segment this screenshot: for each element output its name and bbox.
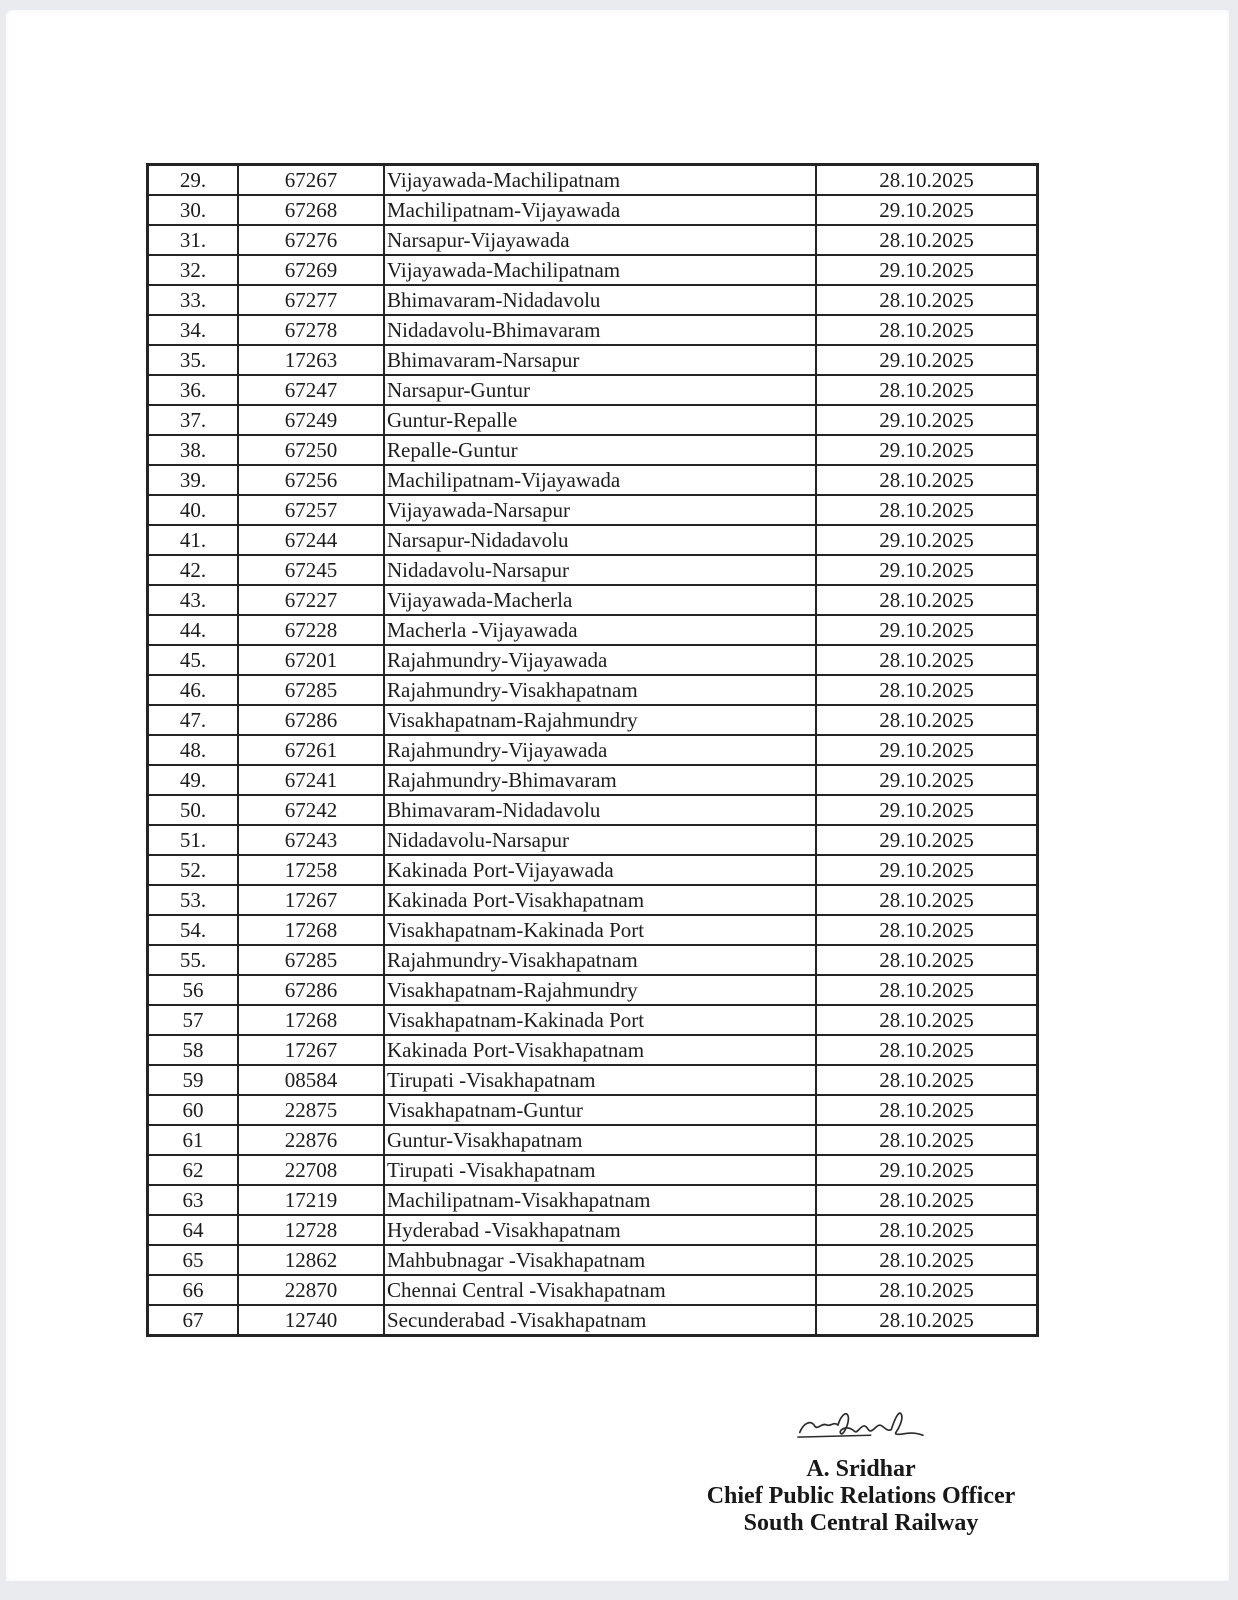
serial-no-cell: 59: [148, 1065, 239, 1095]
date-cell: 28.10.2025: [816, 1185, 1038, 1215]
train-no-cell: 67268: [238, 195, 384, 225]
cancelled-trains-table-body: [148, 165, 1038, 1336]
route-cell: Visakhapatnam-Kakinada Port: [384, 1005, 816, 1035]
route-cell: Kakinada Port-Vijayawada: [384, 855, 816, 885]
table-row: [148, 1155, 1038, 1185]
serial-no-cell: 37.: [148, 405, 239, 435]
serial-no-cell: 61: [148, 1125, 239, 1155]
date-cell: 28.10.2025: [816, 1095, 1038, 1125]
date-cell: 28.10.2025: [816, 1275, 1038, 1305]
serial-no-cell: 50.: [148, 795, 239, 825]
date-cell: 29.10.2025: [816, 765, 1038, 795]
date-cell: 28.10.2025: [816, 885, 1038, 915]
route-cell: Bhimavaram-Nidadavolu: [384, 285, 816, 315]
table-row: [148, 675, 1038, 705]
train-no-cell: 67257: [238, 495, 384, 525]
table-row: [148, 435, 1038, 465]
table-row: [148, 1305, 1038, 1336]
signature-block: [626, 1406, 1096, 1537]
date-cell: 29.10.2025: [816, 255, 1038, 285]
route-cell: Nidadavolu-Narsapur: [384, 555, 816, 585]
date-cell: 28.10.2025: [816, 1035, 1038, 1065]
route-cell: Rajahmundry-Visakhapatnam: [384, 675, 816, 705]
train-no-cell: 67285: [238, 945, 384, 975]
date-cell: 29.10.2025: [816, 195, 1038, 225]
route-cell: Macherla -Vijayawada: [384, 615, 816, 645]
signatory-title: Chief Public Relations Officer: [706, 1483, 1016, 1509]
date-cell: 29.10.2025: [816, 825, 1038, 855]
serial-no-cell: 36.: [148, 375, 239, 405]
serial-no-cell: 63: [148, 1185, 239, 1215]
route-cell: Rajahmundry-Visakhapatnam: [384, 945, 816, 975]
serial-no-cell: 52.: [148, 855, 239, 885]
train-no-cell: 17263: [238, 345, 384, 375]
route-cell: Vijayawada-Macherla: [384, 585, 816, 615]
train-no-cell: 67276: [238, 225, 384, 255]
signatory-organization: South Central Railway: [743, 1510, 979, 1536]
train-no-cell: 22875: [238, 1095, 384, 1125]
table-row: [148, 975, 1038, 1005]
table-row: [148, 255, 1038, 285]
train-no-cell: 67244: [238, 525, 384, 555]
train-no-cell: 08584: [238, 1065, 384, 1095]
serial-no-cell: 45.: [148, 645, 239, 675]
train-no-cell: 67227: [238, 585, 384, 615]
table-row: [148, 585, 1038, 615]
table-row: [148, 525, 1038, 555]
date-cell: 29.10.2025: [816, 345, 1038, 375]
date-cell: 28.10.2025: [816, 225, 1038, 255]
route-cell: Rajahmundry-Vijayawada: [384, 645, 816, 675]
serial-no-cell: 60: [148, 1095, 239, 1125]
train-no-cell: 67277: [238, 285, 384, 315]
serial-no-cell: 46.: [148, 675, 239, 705]
date-cell: 28.10.2025: [816, 465, 1038, 495]
table-row: [148, 615, 1038, 645]
date-cell: 28.10.2025: [816, 585, 1038, 615]
serial-no-cell: 44.: [148, 615, 239, 645]
serial-no-cell: 49.: [148, 765, 239, 795]
route-cell: Secunderabad -Visakhapatnam: [384, 1305, 816, 1336]
train-no-cell: 12740: [238, 1305, 384, 1336]
table-row: [148, 825, 1038, 855]
route-cell: Visakhapatnam-Kakinada Port: [384, 915, 816, 945]
train-no-cell: 17267: [238, 1035, 384, 1065]
route-cell: Bhimavaram-Nidadavolu: [384, 795, 816, 825]
date-cell: 28.10.2025: [816, 645, 1038, 675]
route-cell: Narsapur-Guntur: [384, 375, 816, 405]
train-no-cell: 67250: [238, 435, 384, 465]
serial-no-cell: 64: [148, 1215, 239, 1245]
serial-no-cell: 29.: [148, 165, 239, 196]
train-no-cell: 17219: [238, 1185, 384, 1215]
route-cell: Tirupati -Visakhapatnam: [384, 1155, 816, 1185]
date-cell: 29.10.2025: [816, 525, 1038, 555]
table-row: [148, 1065, 1038, 1095]
serial-no-cell: 31.: [148, 225, 239, 255]
table-row: [148, 645, 1038, 675]
serial-no-cell: 58: [148, 1035, 239, 1065]
route-cell: Hyderabad -Visakhapatnam: [384, 1215, 816, 1245]
table-row: [148, 1185, 1038, 1215]
table-row: [148, 765, 1038, 795]
date-cell: 28.10.2025: [816, 1215, 1038, 1245]
date-cell: 28.10.2025: [816, 1245, 1038, 1275]
train-no-cell: 67245: [238, 555, 384, 585]
train-no-cell: 17267: [238, 885, 384, 915]
train-no-cell: 22876: [238, 1125, 384, 1155]
date-cell: 29.10.2025: [816, 435, 1038, 465]
route-cell: Visakhapatnam-Guntur: [384, 1095, 816, 1125]
table-row: [148, 225, 1038, 255]
date-cell: 29.10.2025: [816, 795, 1038, 825]
table-row: [148, 285, 1038, 315]
table-row: [148, 405, 1038, 435]
serial-no-cell: 43.: [148, 585, 239, 615]
table-row: [148, 945, 1038, 975]
train-no-cell: 67285: [238, 675, 384, 705]
train-no-cell: 67247: [238, 375, 384, 405]
date-cell: 28.10.2025: [816, 495, 1038, 525]
route-cell: Rajahmundry-Vijayawada: [384, 735, 816, 765]
date-cell: 29.10.2025: [816, 615, 1038, 645]
date-cell: 28.10.2025: [816, 375, 1038, 405]
serial-no-cell: 54.: [148, 915, 239, 945]
train-no-cell: 17268: [238, 915, 384, 945]
train-no-cell: 22708: [238, 1155, 384, 1185]
train-no-cell: 67286: [238, 975, 384, 1005]
train-no-cell: 22870: [238, 1275, 384, 1305]
table-row: [148, 855, 1038, 885]
route-cell: Mahbubnagar -Visakhapatnam: [384, 1245, 816, 1275]
route-cell: Vijayawada-Machilipatnam: [384, 255, 816, 285]
route-cell: Rajahmundry-Bhimavaram: [384, 765, 816, 795]
serial-no-cell: 42.: [148, 555, 239, 585]
route-cell: Tirupati -Visakhapatnam: [384, 1065, 816, 1095]
route-cell: Chennai Central -Visakhapatnam: [384, 1275, 816, 1305]
train-no-cell: 67243: [238, 825, 384, 855]
train-no-cell: 67269: [238, 255, 384, 285]
date-cell: 29.10.2025: [816, 555, 1038, 585]
table-row: [148, 1095, 1038, 1125]
train-no-cell: 67261: [238, 735, 384, 765]
route-cell: Guntur-Repalle: [384, 405, 816, 435]
serial-no-cell: 39.: [148, 465, 239, 495]
table-row: [148, 1245, 1038, 1275]
train-no-cell: 67286: [238, 705, 384, 735]
serial-no-cell: 56: [148, 975, 239, 1005]
date-cell: 28.10.2025: [816, 285, 1038, 315]
route-cell: Repalle-Guntur: [384, 435, 816, 465]
table-row: [148, 915, 1038, 945]
serial-no-cell: 47.: [148, 705, 239, 735]
date-cell: 28.10.2025: [816, 975, 1038, 1005]
table-row: [148, 735, 1038, 765]
serial-no-cell: 32.: [148, 255, 239, 285]
table-row: [148, 885, 1038, 915]
serial-no-cell: 53.: [148, 885, 239, 915]
route-cell: Visakhapatnam-Rajahmundry: [384, 975, 816, 1005]
date-cell: 28.10.2025: [816, 1125, 1038, 1155]
date-cell: 28.10.2025: [816, 675, 1038, 705]
table-row: [148, 165, 1038, 196]
serial-no-cell: 41.: [148, 525, 239, 555]
route-cell: Machilipatnam-Visakhapatnam: [384, 1185, 816, 1215]
route-cell: Machilipatnam-Vijayawada: [384, 195, 816, 225]
table-row: [148, 195, 1038, 225]
table-row: [148, 1005, 1038, 1035]
date-cell: 28.10.2025: [816, 1305, 1038, 1336]
route-cell: Bhimavaram-Narsapur: [384, 345, 816, 375]
table-row: [148, 465, 1038, 495]
date-cell: 28.10.2025: [816, 1065, 1038, 1095]
signatory-name: A. Sridhar: [806, 1456, 916, 1482]
train-no-cell: 17258: [238, 855, 384, 885]
train-no-cell: 17268: [238, 1005, 384, 1035]
date-cell: 28.10.2025: [816, 1005, 1038, 1035]
date-cell: 28.10.2025: [816, 915, 1038, 945]
route-cell: Nidadavolu-Narsapur: [384, 825, 816, 855]
serial-no-cell: 48.: [148, 735, 239, 765]
route-cell: Vijayawada-Machilipatnam: [384, 165, 816, 196]
date-cell: 29.10.2025: [816, 855, 1038, 885]
table-row: [148, 495, 1038, 525]
serial-no-cell: 40.: [148, 495, 239, 525]
train-no-cell: 67241: [238, 765, 384, 795]
serial-no-cell: 35.: [148, 345, 239, 375]
table-row: [148, 1275, 1038, 1305]
table-row: [148, 555, 1038, 585]
serial-no-cell: 67: [148, 1305, 239, 1336]
train-no-cell: 67278: [238, 315, 384, 345]
serial-no-cell: 55.: [148, 945, 239, 975]
route-cell: Visakhapatnam-Rajahmundry: [384, 705, 816, 735]
date-cell: 28.10.2025: [816, 945, 1038, 975]
table-row: [148, 1215, 1038, 1245]
serial-no-cell: 38.: [148, 435, 239, 465]
cancelled-trains-table: [146, 163, 1039, 1337]
table-row: [148, 1125, 1038, 1155]
train-no-cell: 67228: [238, 615, 384, 645]
date-cell: 28.10.2025: [816, 165, 1038, 196]
table-row: [148, 705, 1038, 735]
date-cell: 29.10.2025: [816, 1155, 1038, 1185]
table-row: [148, 315, 1038, 345]
route-cell: Kakinada Port-Visakhapatnam: [384, 1035, 816, 1065]
train-no-cell: 67267: [238, 165, 384, 196]
route-cell: Narsapur-Nidadavolu: [384, 525, 816, 555]
route-cell: Vijayawada-Narsapur: [384, 495, 816, 525]
train-no-cell: 67249: [238, 405, 384, 435]
serial-no-cell: 62: [148, 1155, 239, 1185]
date-cell: 28.10.2025: [816, 705, 1038, 735]
train-no-cell: 67242: [238, 795, 384, 825]
train-no-cell: 67256: [238, 465, 384, 495]
train-no-cell: 12862: [238, 1245, 384, 1275]
document-page: [6, 10, 1229, 1581]
serial-no-cell: 66: [148, 1275, 239, 1305]
route-cell: Kakinada Port-Visakhapatnam: [384, 885, 816, 915]
serial-no-cell: 33.: [148, 285, 239, 315]
serial-no-cell: 30.: [148, 195, 239, 225]
serial-no-cell: 57: [148, 1005, 239, 1035]
route-cell: Nidadavolu-Bhimavaram: [384, 315, 816, 345]
train-no-cell: 67201: [238, 645, 384, 675]
table-row: [148, 1035, 1038, 1065]
route-cell: Narsapur-Vijayawada: [384, 225, 816, 255]
serial-no-cell: 34.: [148, 315, 239, 345]
date-cell: 29.10.2025: [816, 735, 1038, 765]
serial-no-cell: 65: [148, 1245, 239, 1275]
serial-no-cell: 51.: [148, 825, 239, 855]
route-cell: Guntur-Visakhapatnam: [384, 1125, 816, 1155]
train-no-cell: 12728: [238, 1215, 384, 1245]
date-cell: 28.10.2025: [816, 315, 1038, 345]
date-cell: 29.10.2025: [816, 405, 1038, 435]
table-row: [148, 795, 1038, 825]
table-row: [148, 375, 1038, 405]
route-cell: Machilipatnam-Vijayawada: [384, 465, 816, 495]
table-row: [148, 345, 1038, 375]
handwritten-signature-icon: [796, 1406, 936, 1444]
